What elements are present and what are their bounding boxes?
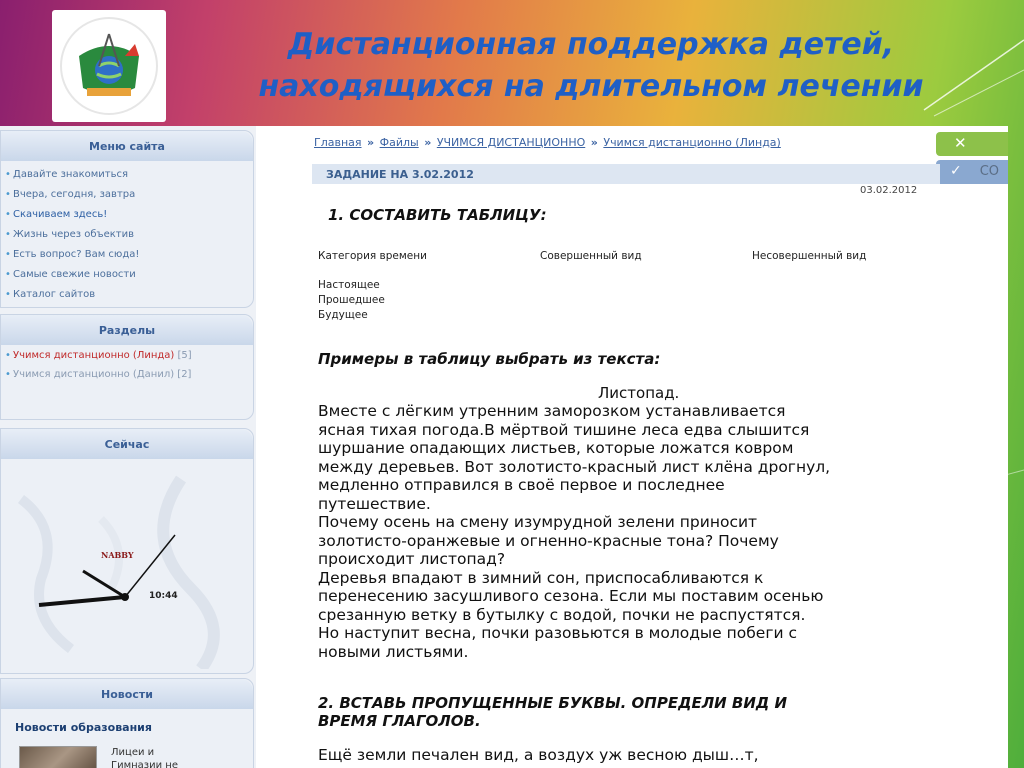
menu-item[interactable]: • Скачиваем здесь! (5, 205, 253, 225)
story-line: новыми листьями. (318, 642, 469, 661)
heading-2: Примеры в таблицу выбрать из текста: (318, 350, 661, 368)
story-line: Но наступит весна, почки разовьются в молодые побеги с (318, 624, 798, 642)
close-icon: ✕ (954, 134, 967, 152)
story-line: ясная тихая погода.В мёртвой тишине леса едва слышится (318, 420, 810, 439)
section-item-linda[interactable] (5, 349, 253, 362)
story-text (318, 402, 998, 661)
task-date: 03.02.2012 (860, 185, 918, 196)
heading-1-number: 1. (328, 206, 345, 224)
news-text-line: Гимназии не (111, 760, 178, 768)
breadcrumb-files[interactable]: Файлы (379, 136, 419, 149)
clock-time: 10:44 (149, 591, 178, 601)
close-button[interactable] (936, 132, 1008, 156)
story-line: золотисто-оранжевые и огненно-красные тона? Почему (318, 531, 779, 550)
menu-item[interactable]: • Давайте знакомиться (5, 165, 253, 185)
breadcrumb-section[interactable]: Учимся дистанционно (Линда) (603, 136, 781, 149)
breadcrumb-category[interactable]: УЧИМСЯ ДИСТАНЦИОННО (436, 136, 586, 149)
story-line: между деревьев. Вот золотисто-красный лист клёна дрогнул, (318, 457, 831, 476)
news-item-text[interactable] (111, 746, 178, 768)
school-logo (52, 10, 166, 122)
main-content (288, 126, 1008, 768)
table-rows (318, 278, 385, 323)
section-label[interactable]: Учимся дистанционно (Данил) (13, 369, 175, 380)
clock-brand: NABBY (101, 550, 134, 560)
now-title: Сейчас (1, 429, 253, 459)
clock-widget (1, 459, 253, 689)
menu-item[interactable]: • Самые свежие новости (5, 265, 253, 285)
site-menu-block (0, 130, 254, 308)
page-title (196, 24, 986, 108)
site-menu-title: Меню сайта (1, 131, 253, 161)
news-item[interactable] (1, 734, 253, 768)
sections-list (1, 345, 253, 381)
website-screenshot (0, 126, 1008, 768)
heading-1-text: СОСТАВИТЬ ТАБЛИЦУ: (349, 206, 547, 224)
clock-icon (1, 459, 255, 669)
title-line-2: находящихся на длительном лечении (258, 69, 924, 104)
story-line: Деревья впадают в зимний сон, приспосабливаются к (318, 568, 764, 587)
ok-button-label: СО (979, 164, 1000, 179)
breadcrumb (314, 136, 781, 149)
heading-3 (318, 694, 978, 730)
table-row-label: Настоящее (318, 279, 380, 291)
task-title: ЗАДАНИЕ НА 3.02.2012 (312, 164, 940, 184)
story-line: медленно отправился в своё первое и последнее (318, 476, 725, 494)
breadcrumb-separator: » (590, 136, 598, 149)
section-count: [5] (177, 350, 192, 361)
heading-1 (328, 206, 547, 224)
now-block (0, 428, 254, 674)
story-line: путешествие. (318, 494, 431, 513)
news-block (0, 678, 254, 768)
story-line: происходит листопад? (318, 550, 506, 568)
story-line: перенесению засушливого сезона. Если мы поставим осенью (318, 587, 824, 605)
table-col-header: Совершенный вид (540, 250, 642, 262)
title-line-1: Дистанционная поддержка детей, (287, 27, 895, 62)
menu-item[interactable]: • Жизнь через объектив (5, 225, 253, 245)
menu-item[interactable]: • Есть вопрос? Вам сюда! (5, 245, 253, 265)
sections-block (0, 314, 254, 420)
menu-item[interactable]: • Каталог сайтов (5, 285, 253, 305)
menu-item[interactable]: • Вчера, сегодня, завтра (5, 185, 253, 205)
story-line: шуршание опадающих листьев, которые ложатся ковром (318, 439, 794, 457)
sidebar (0, 126, 256, 768)
site-menu-list (1, 161, 253, 305)
check-icon: ✓ (950, 163, 962, 179)
table-col-header: Несовершенный вид (752, 250, 867, 262)
story-line: срезанную ветку в бутылку с водой, почки не распустятся. (318, 605, 806, 624)
news-thumbnail[interactable] (19, 746, 97, 768)
breadcrumb-separator: » (367, 136, 375, 149)
ok-button[interactable] (936, 160, 1008, 184)
heading-3-line: ВРЕМЯ ГЛАГОЛОВ. (318, 712, 481, 730)
section-count: [2] (177, 369, 192, 380)
breadcrumb-home[interactable]: Главная (314, 136, 362, 149)
breadcrumb-separator: » (424, 136, 432, 149)
table-row-label: Прошедшее (318, 294, 385, 306)
section-item-danil[interactable] (5, 368, 253, 381)
section-label[interactable]: Учимся дистанционно (Линда) (13, 350, 175, 361)
table-col-header: Категория времени (318, 250, 427, 262)
news-text-line: Лицеи и (111, 747, 155, 758)
story-title: Листопад. (598, 384, 680, 402)
story-line: Вместе с лёгким утренним заморозком устанавливается (318, 402, 786, 420)
news-title: Новости (1, 679, 253, 709)
sections-title: Разделы (1, 315, 253, 345)
exercise-text: Ещё земли печален вид, а воздух уж весною дыш…т, (318, 746, 759, 764)
emblem-icon (69, 26, 149, 106)
story-line: Почему осень на смену изумрудной зелени приносит (318, 513, 758, 531)
heading-3-line: 2. ВСТАВЬ ПРОПУЩЕННЫЕ БУКВЫ. ОПРЕДЕЛИ ВИД И (318, 694, 788, 712)
news-category[interactable]: Новости образования (15, 721, 152, 734)
table-row-label: Будущее (318, 309, 368, 321)
